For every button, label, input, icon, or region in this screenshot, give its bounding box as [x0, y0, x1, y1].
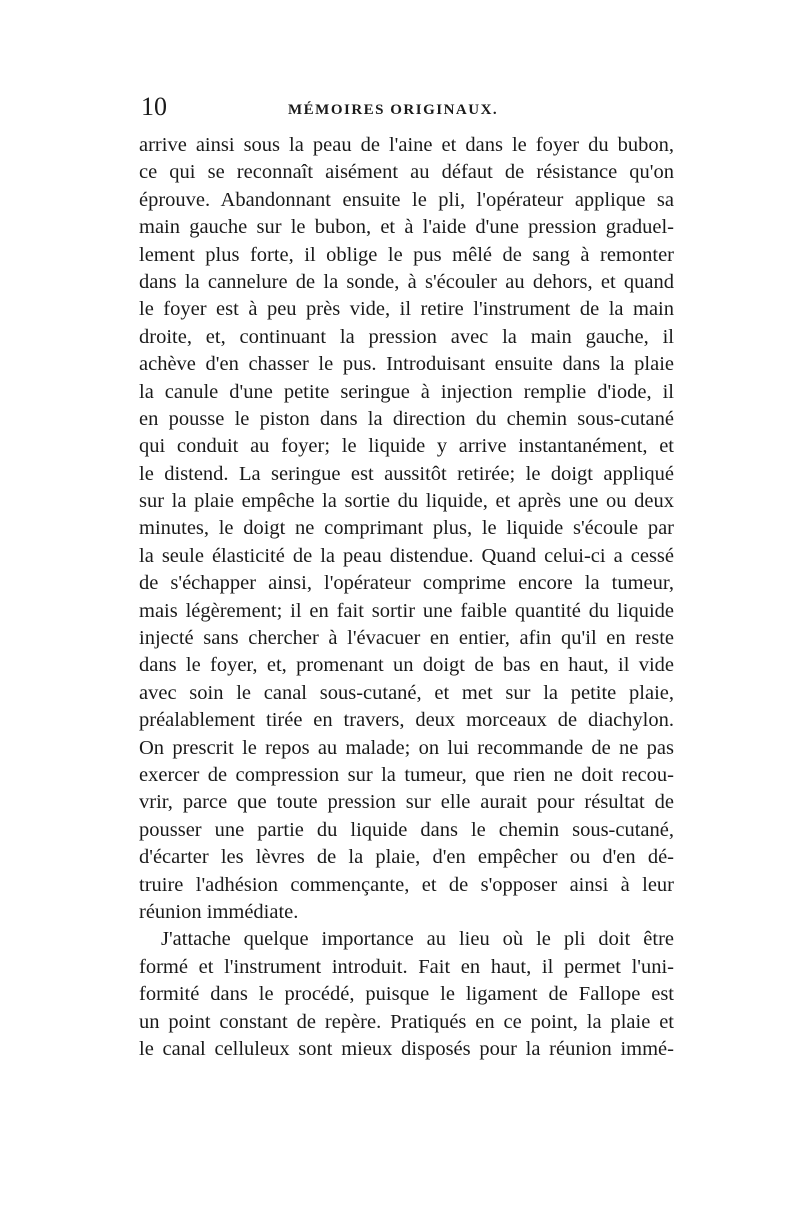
text-line: préalablement tirée en travers, deux morceaux de diachylon. [139, 709, 674, 732]
text-line: de s'échapper ainsi, l'opérateur comprime encore la tumeur, [139, 572, 674, 595]
text-line: droite, et, continuant la pression avec la main gauche, il [139, 325, 674, 348]
text-line: injecté sans chercher à l'évacuer en entier, afin qu'il en reste [139, 627, 674, 650]
paragraph-end-line: réunion immédiate. [139, 900, 299, 923]
text-line: main gauche sur le bubon, et à l'aide d'une pression graduel- [139, 216, 674, 239]
running-title: MÉMOIRES ORIGINAUX. [288, 102, 499, 118]
text-line: le distend. La seringue est aussitôt retirée; le doigt appliqué [139, 462, 674, 485]
text-line: dans la cannelure de la sonde, à s'écouler au dehors, et quand [139, 270, 674, 293]
text-line: mais légèrement; il en fait sortir une faible quantité du liquide [139, 599, 674, 622]
paragraph-start-line: J'attache quelque importance au lieu où le pli doit être [161, 928, 674, 951]
text-line: On prescrit le repos au malade; on lui recommande de ne pas [139, 736, 674, 759]
text-line: truire l'adhésion commençante, et de s'opposer ainsi à leur [139, 873, 674, 896]
body-text [139, 132, 674, 1063]
page-header [139, 92, 674, 122]
text-line: exercer de compression sur la tumeur, que rien ne doit recou- [139, 763, 674, 786]
text-line: achève d'en chasser le pus. Introduisant ensuite dans la plaie [139, 353, 674, 376]
text-line: éprouve. Abandonnant ensuite le pli, l'opérateur applique sa [139, 188, 674, 211]
text-line: le canal celluleux sont mieux disposés pour la réunion immé- [139, 1037, 674, 1060]
text-line: le foyer est à peu près vide, il retire l'instrument de la main [139, 298, 674, 321]
text-line: sur la plaie empêche la sortie du liquide, et après une ou deux [139, 490, 674, 513]
text-line: minutes, le doigt ne comprimant plus, le liquide s'écoule par [139, 517, 674, 540]
text-line: vrir, parce que toute pression sur elle aurait pour résultat de [139, 791, 674, 814]
text-line: ce qui se reconnaît aisément au défaut de résistance qu'on [139, 161, 674, 184]
text-line: arrive ainsi sous la peau de l'aine et dans le foyer du bubon, [139, 134, 674, 156]
text-line: lement plus forte, il oblige le pus mêlé de sang à remonter [139, 243, 674, 266]
text-line: formité dans le procédé, puisque le ligament de Fallope est [139, 983, 674, 1006]
text-line: la canule d'une petite seringue à injection remplie d'iode, il [139, 380, 674, 403]
text-line: formé et l'instrument introduit. Fait en haut, il permet l'uni- [139, 955, 674, 978]
text-line: en pousse le piston dans la direction du chemin sous-cutané [139, 407, 674, 430]
text-line: qui conduit au foyer; le liquide y arrive instantanément, et [139, 435, 674, 458]
book-page [139, 92, 674, 1063]
text-line: dans le foyer, et, promenant un doigt de bas en haut, il vide [139, 654, 674, 677]
text-line: pousser une partie du liquide dans le chemin sous-cutané, [139, 818, 674, 841]
text-line: un point constant de repère. Pratiqués en ce point, la plaie et [139, 1010, 674, 1033]
text-line: avec soin le canal sous-cutané, et met sur la petite plaie, [139, 681, 674, 704]
text-line: la seule élasticité de la peau distendue. Quand celui-ci a cessé [139, 544, 674, 567]
text-line: d'écarter les lèvres de la plaie, d'en empêcher ou d'en dé- [139, 846, 674, 869]
page-number: 10 [141, 92, 167, 121]
